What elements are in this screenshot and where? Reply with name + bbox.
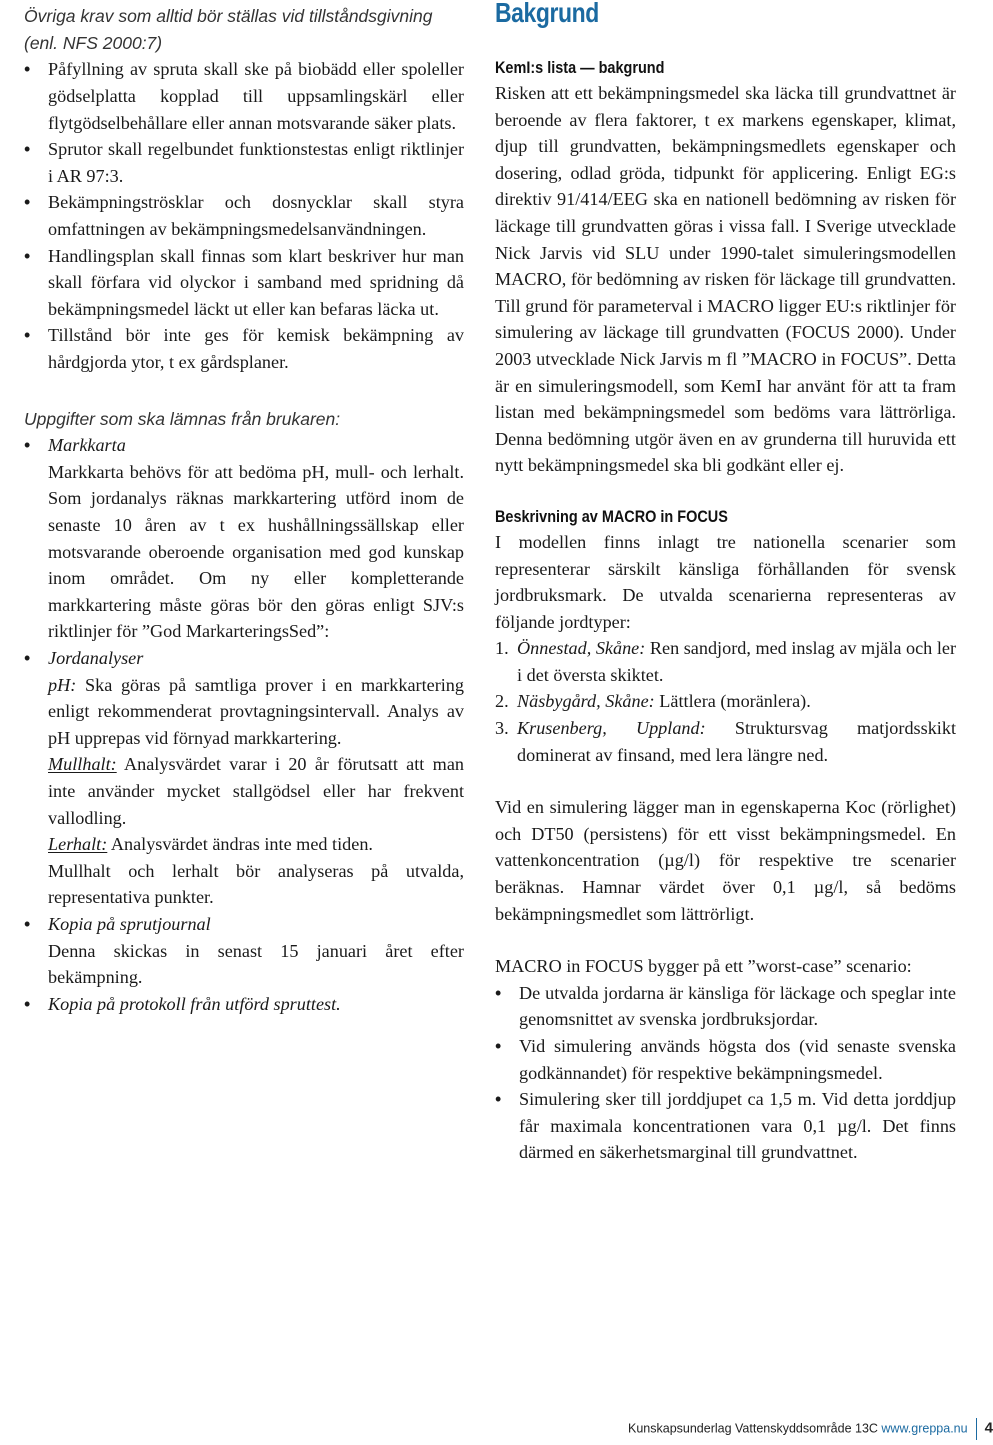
- sprutjournal-text: Denna skickas in senast 15 januari året efter bekämpning.: [48, 940, 464, 988]
- jordanalyser-title: • Jordanalyser: [48, 647, 144, 668]
- right-column: [495, 0, 956, 1166]
- footer-text: Kunskapsunderlag Vattenskyddsområde 13C: [628, 1421, 878, 1436]
- soil-list: [495, 635, 956, 768]
- footer-link[interactable]: www.greppa.nu: [881, 1421, 968, 1436]
- list-item: 2. Näsbygård, Skåne: Lättlera (moränlera).: [495, 691, 811, 712]
- jordanalyser-closing: Mullhalt och lerhalt bör analyseras på utvalda, representativa punkter.: [48, 860, 464, 908]
- list-item: • Tillstånd bör inte ges för kemisk bekämpning av hårdgjorda ytor, t ex gårdsplaner.: [24, 322, 464, 375]
- list-item: 1. Önnestad, Skåne: Ren sandjord, med inslag av mjäla och ler i det översta skiktet.: [495, 638, 956, 685]
- uppgifter-heading: Uppgifter som ska lämnas från brukaren:: [24, 408, 341, 429]
- markkarta-text: Markkarta behövs för att bedöma pH, mull- och lerhalt. Som jordanalys räknas markkartering utförd inom de senaste 10 åren av t ex hushållningssällskap eller motsvarande oberoende organisation med god kunskap inom området. Om ny eller kompletterande markkartering måste göras bör den göras enligt SJV:s riktlinjer för ”God MarkarteringsSed”:: [48, 461, 464, 642]
- ph-text: pH: Ska göras på samtliga prover i en markkartering enligt rekommenderat provtagningsintervall. Analys av pH upprepas vid förnyad markkartering.: [48, 674, 464, 748]
- worst-case-paragraph: MACRO in FOCUS bygger på ett ”worst-case” scenario:: [495, 956, 912, 977]
- macro-paragraph: I modellen finns inlagt tre nationella scenarier som representerar särskilt känsliga förhållanden för svensk jordbruksmark. De utvalda scenarierna representeras av följande jordtyper:: [495, 531, 956, 632]
- left-column: [24, 0, 464, 1017]
- requirements-intro: Övriga krav som alltid bör ställas vid tillståndsgivning (enl. NFS 2000:7): [24, 6, 433, 53]
- list-item: • Handlingsplan skall finnas som klart beskriver hur man skall förfara vid olyckor i samband med spridning då bekämpningsmedel läckt ut eller kan befaras läcka ut.: [24, 243, 464, 323]
- simulation-paragraph: Vid en simulering lägger man in egenskaperna Koc (rörlighet) och DT50 (persistens) för ett visst bekämpningsmedel. En vattenkoncentration (µg/l) för respektive tre scenarier beräknas. Hamnar värdet över 0,1 µg/l, så bedöms bekämpningsmedlet som lättrörligt.: [495, 797, 956, 924]
- list-item: [24, 645, 464, 911]
- worst-case-list: [495, 980, 956, 1166]
- protokoll-text: • Kopia på protokoll från utförd spruttest.: [48, 993, 341, 1014]
- page-footer: [628, 1418, 993, 1440]
- section-heading-macro: Beskrivning av MACRO in FOCUS: [495, 506, 728, 526]
- mullhalt-text: Mullhalt: Analysvärdet varar i 20 år förutsatt att man inte använder mycket stallgödsel eller har frekvent vallodling.: [48, 754, 464, 828]
- lerhalt-text: Lerhalt: Analysvärdet ändras inte med tiden.: [48, 834, 373, 855]
- list-item: • De utvalda jordarna är känsliga för läckage och speglar inte genomsnittet av svenska jordbruksjordar.: [495, 980, 956, 1033]
- page-number: 4: [984, 1419, 993, 1437]
- uppgifter-list: [24, 432, 464, 1017]
- footer-divider: [976, 1418, 977, 1440]
- sprutjournal-title: • Kopia på sprutjournal: [48, 913, 211, 934]
- list-item: • Sprutor skall regelbundet funktionstestas enligt riktlinjer i AR 97:3.: [24, 136, 464, 189]
- markkarta-title: • Markkarta: [48, 435, 126, 456]
- list-item: [24, 991, 464, 1018]
- page-title: Bakgrund: [495, 0, 599, 28]
- requirements-list: [24, 56, 464, 375]
- background-paragraph: Risken att ett bekämpningsmedel ska läcka till grundvattnet är beroende av flera faktorer, t ex markens egenskaper, klimat, djup till grundvatten, bekämpningsmedlets egenskaper och dosering, odlad gröda, tidpunkt för applicering. Enligt EG:s direktiv 91/414/EEG ska en nationell bedömning av risken för läckage till grundvatten göras i vissa fall. I Sverige utvecklade Nick Jarvis vid SLU under 1990-talet simuleringsmodellen MACRO, för bedömning av risken för läckage till grundvatten. Till grund för parameterval i MACRO ligger EU:s riktlinjer för simulering av läckage till grundvatten (FOCUS 2000). Under 2003 utvecklade Nick Jarvis m fl ”MACRO in FOCUS”. Detta är en simuleringsmodell, som KemI har använt för att ta fram listan med bekämpningsmedel som bedöms vara lättrörliga. Denna bedömning utgör även en av grunderna till huruvida ett nytt bekämpningsmedel ska bli godkänt eller ej.: [495, 83, 956, 476]
- section-heading-keml: KemI:s lista — bakgrund: [495, 58, 665, 77]
- list-item: • Påfyllning av spruta skall ske på biobädd eller spoleller gödselplatta kopplad till uppsamlingskärl eller flytgödselbehållare eller annan motsvarande säker plats.: [24, 56, 464, 136]
- list-item: • Vid simulering används högsta dos (vid senaste svenska godkännandet) för respektive bekämpningsmedel.: [495, 1033, 956, 1086]
- list-item: • Simulering sker till jorddjupet ca 1,5 m. Vid detta jorddjup får maximala koncentrationen vara 0,1 µg/l. Det finns därmed en säkerhetsmarginal till grundvattnet.: [495, 1086, 956, 1166]
- list-item: [24, 432, 464, 645]
- list-item: 3. Krusenberg, Uppland: Struktursvag matjordsskikt dominerat av finsand, med lera längre ned.: [495, 718, 956, 765]
- list-item: • Bekämpningströsklar och dosnycklar skall styra omfattningen av bekämpningsmedelsanvändningen.: [24, 189, 464, 242]
- list-item: [24, 911, 464, 991]
